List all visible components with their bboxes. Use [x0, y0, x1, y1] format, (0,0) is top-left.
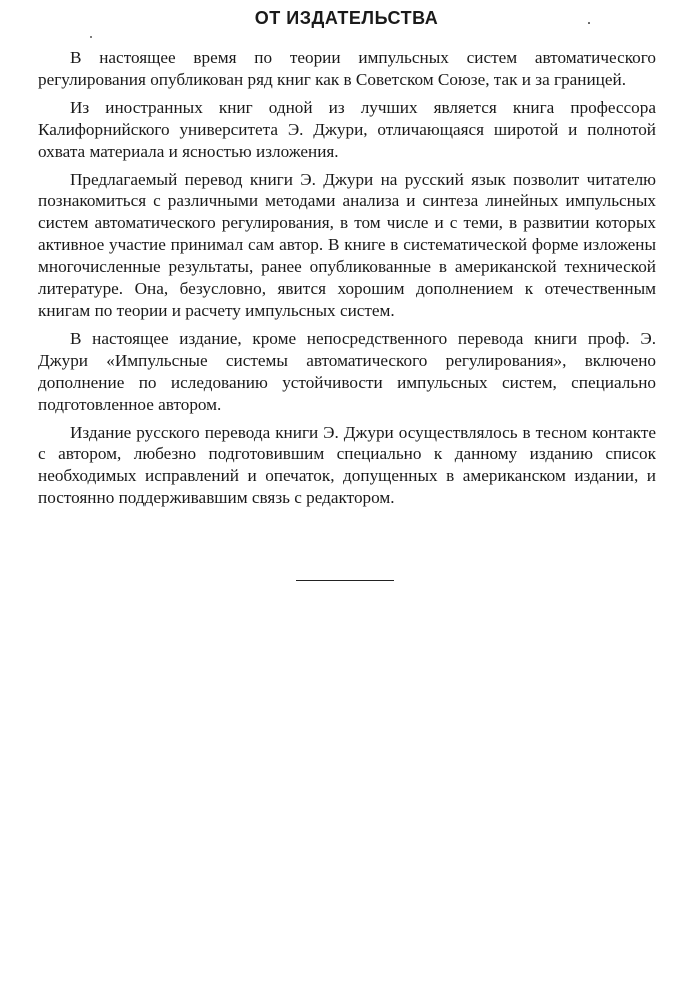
paragraph-2: Из иностранных книг одной из лучших является книга профессора Калифорнийского университета Э. Джури, отличающаяся широтой и полнотой охвата материала и ясностью изложения.: [38, 97, 656, 161]
paragraph-4: В настоящее издание, кроме непосредственного перевода книги проф. Э. Джури «Импульсные системы автоматического регулирования», включено дополнение по иследованию устойчивости импульсных систем, специально подготовленное автором.: [38, 328, 656, 414]
print-speck: [588, 22, 590, 24]
paragraph-5: Издание русского перевода книги Э. Джури осуществлялось в тесном контакте с автором, любезно подготовившим специально к данному изданию список необходимых исправлений и опечаток, допущенных в американском издании, и постоянно поддерживавшим связь с редактором.: [38, 422, 656, 508]
paragraph-1: В настоящее время по теории импульсных систем автоматического регулирования опубликован ряд книг как в Советском Союзе, так и за границей.: [38, 48, 656, 89]
paragraph-3: Предлагаемый перевод книги Э. Джури на русский язык позволит читателю познакомиться с различными методами анализа и синтеза линейных импульсных систем автоматического регулирования, в том числе и с теми, в развитии которых активное участие принимал сам автор. В книге в систематической форме изложены многочисленные результаты, ранее опубликованные в американской технической литературе. Она, безусловно, явится хорошим дополнением к отечественным книгам по теории и расчету импульсных систем.: [38, 169, 656, 320]
page-title: ОТ ИЗДАТЕЛЬСТВА: [254, 8, 439, 28]
body-text: [38, 47, 656, 515]
closing-rule: [296, 580, 394, 581]
print-speck: [90, 36, 92, 38]
